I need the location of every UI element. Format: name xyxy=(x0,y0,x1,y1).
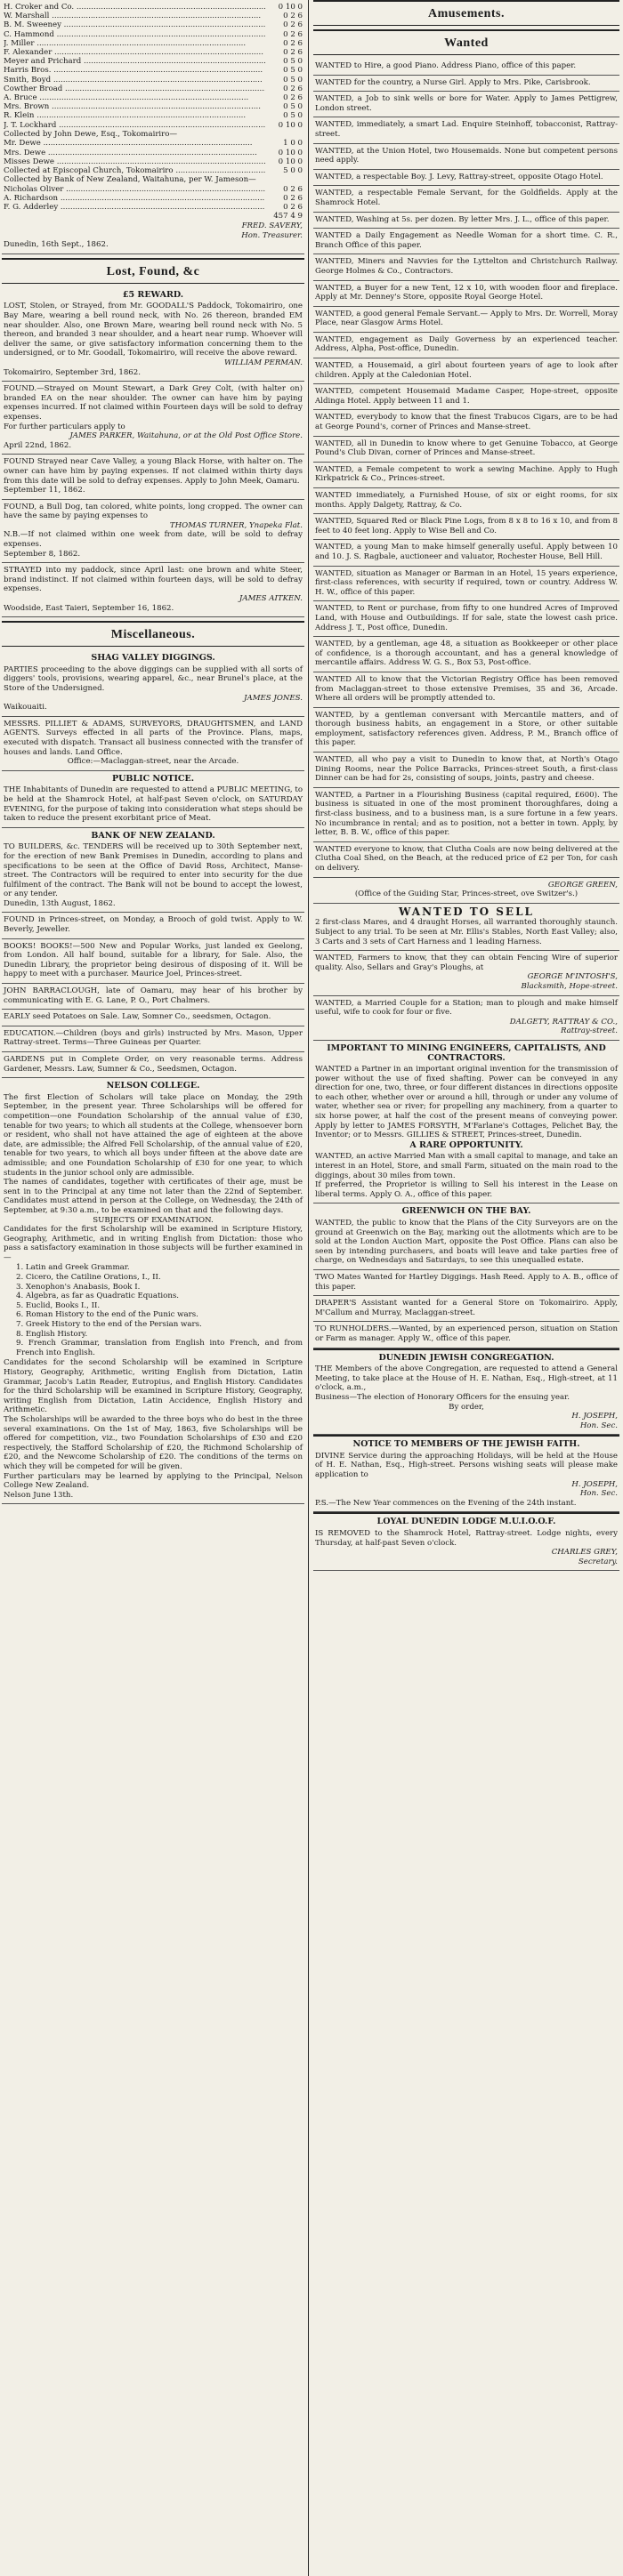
wanted-ad xyxy=(313,358,619,384)
wanted-ad xyxy=(313,437,619,463)
rare-opportunity-text: WANTED, an active Married Man with a small capital to manage, and take an interest in an Hotel, Store, and small Farm, situated on the main road to the diggings, about 30 miles from town. xyxy=(315,1152,618,1180)
column-divider xyxy=(308,0,309,2576)
subscriber-name: Cowther Broad ..... xyxy=(4,85,265,93)
subscription-amount: 0 10 0 xyxy=(278,120,303,130)
wanted-ad-text: WANTED, immediately, a smart Lad. Enquire Steinhoff, tobacconist, Rattray-street. xyxy=(315,120,618,139)
jewish-faith-ps: P.S.—The New Year commences on the Evening of the 24th instant. xyxy=(315,1498,577,1508)
bank-date: Dunedin, 13th August, 1862. xyxy=(4,898,116,908)
episcopal-church-label: Collected at Episcopal Church, Tokomairiro ..... xyxy=(4,166,265,175)
fencing-wire-signature: GEORGE M'INTOSH'S, xyxy=(527,972,618,982)
nelson-college-text-5: Further particulars may be learned by applying to the Principal, Nelson College New Zealand. xyxy=(4,1471,303,1491)
wanted-ad-text: WANTED, situation as Manager or Barman in an Hotel, 15 years experience, first-class references, with security if required, town or country. Address W. H. W., office of this paper. xyxy=(315,568,618,597)
jewish-congregation-business: Business—The election of Honorary Officers for the ensuing year. xyxy=(315,1392,570,1402)
subjects-intro: Candidates for the first Scholarship will be examined in Scripture History, Geography, Arithmetic, and in writing English from Dictation: those who pass a satisfactory examination in those subjects will be further examined in— xyxy=(4,1225,303,1262)
subscription-row xyxy=(4,166,303,175)
wanted-ad xyxy=(313,59,619,76)
mining-engineers-title: IMPORTANT TO MINING ENGINEERS, CAPITALISTS, AND CONTRACTORS. xyxy=(327,1042,606,1063)
wanted-ad-text: WANTED, a Job to sink wells or bore for Water. Apply to James Pettigrew, London street. xyxy=(315,94,618,113)
subscription-list xyxy=(2,0,304,254)
shag-valley-location: Waikouaiti. xyxy=(4,703,47,712)
subscription-row xyxy=(4,3,303,12)
jewish-faith-role: Hon. Sec. xyxy=(579,1489,618,1499)
wanted-ad-text: WANTED, a Housemaid, a girl about fourteen years of age to look after children. Apply at the Caledonian Hotel. xyxy=(315,361,618,380)
wanted-ad xyxy=(313,170,619,187)
subjects-list xyxy=(4,1263,303,1357)
wanted-ad xyxy=(313,540,619,566)
coal-signature-block xyxy=(313,878,619,904)
found-colt-date: April 22nd, 1862. xyxy=(4,440,72,450)
subject-item: 9. French Grammar, translation from English into French, and from French into English. xyxy=(16,1339,303,1357)
subscription-rows-bank xyxy=(4,185,303,213)
wanted-ad-text: WANTED, a respectable Boy. J. Levy, Rattray-street, opposite Otago Hotel. xyxy=(315,172,603,181)
subscriber-name: A. Richardson ..... xyxy=(4,194,265,203)
wanted-ad-text: WANTED, everybody to know that the finest Trabucos Cigars, are to be had at George Pound's, corner of Princes and Manse-street. xyxy=(315,413,618,432)
subject-item: 5. Euclid, Books I., II. xyxy=(16,1300,101,1310)
wanted-ad xyxy=(313,601,619,637)
married-couple-text: WANTED, a Married Couple for a Station; man to plough and make himself useful, wife to cook for four or five. xyxy=(315,998,618,1018)
left-column xyxy=(2,0,304,2576)
wanted-ad xyxy=(313,186,619,212)
lodge-role: Secretary. xyxy=(578,1557,618,1566)
wanted-ad-text: WANTED, a Partner in a Flourishing Business (capital required, £600). The business is situated in one of the most prominent thoroughfares, doing a first-class business, and to a business man, is a sure fortune in a few years. No incumbrance in rental; and as to position, not a better in town. Apply, by letter, B. B. W., office of this paper. xyxy=(315,790,618,838)
jewish-congregation-text: THE Members of the above Congregation, are requested to attend a General Meeting, to take place at the House of H. E. Nathan, Esq., High-street, at 11 o'clock, a.m., xyxy=(315,1364,618,1393)
subscription-row xyxy=(4,85,303,93)
subscription-row xyxy=(4,157,303,166)
runholders-notice xyxy=(313,1322,619,1348)
hartley-notice xyxy=(313,1270,619,1296)
subscription-row xyxy=(4,20,303,29)
wanted-ad xyxy=(313,384,619,410)
subscription-rows xyxy=(4,3,303,130)
books-notice xyxy=(2,939,304,984)
subscription-amount: 0 2 6 xyxy=(283,184,303,194)
public-notice-title: PUBLIC NOTICE. xyxy=(111,773,195,784)
wanted-ad-text: WANTED, engagement as Daily Governess by an experienced teacher. Address, Alpha, Post-office, Dunedin. xyxy=(315,334,618,354)
subscriber-name: F. Alexander ..... xyxy=(4,48,265,57)
nelson-college-title: NELSON COLLEGE. xyxy=(106,1081,200,1091)
wanted-ad xyxy=(313,76,619,93)
nelson-college-date: Nelson June 13th. xyxy=(4,1490,74,1500)
wanted-ad-text: WANTED All to know that the Victorian Registry Office has been removed from Maclaggan-street to those extensive Premises, 35 and 36, Arcade. Where all orders will be promptly attended to. xyxy=(315,674,618,704)
wanted-ad-text: WANTED, by a gentleman conversant with Mercantile matters, and of thorough business habits, an engagement in a Store, or other suitable employment, satisfactory references given. Address, P. M., Branch office of this paper. xyxy=(315,710,618,748)
subscription-row xyxy=(4,185,303,194)
bank-text: TO BUILDERS, &c. TENDERS will be received up to 30th September next, for the erection of new Bank Premises in Dunedin, according to plans and specifications to be seen at the Office of David Ross, Architect, Manse-street. The Contractors will be required to enter into security for the due fulfilment of the contract. The Bank will not be bound to accept the lowest, or any tender. xyxy=(4,842,303,899)
lodge-text: IS REMOVED to the Shamrock Hotel, Rattray-street. Lodge nights, every Thursday, at half-past Seven o'clock. xyxy=(315,1529,618,1548)
wanted-ad xyxy=(313,514,619,540)
brooch-text: FOUND in Princes-street, on Monday, a Brooch of gold twist. Apply to W. Beverly, Jeweller. xyxy=(4,915,303,935)
wanted-ad xyxy=(313,117,619,143)
subscriber-name: W. Marshall ..... xyxy=(4,12,265,20)
greenwich-text: WANTED, the public to know that the Plans of the City Surveyors are on the ground at Greenwich on the Bay, marking out the allotments which are to be sold at the London Auction Mart, opposite the Post Office. Plans can also be seen by intending purchasers, and boats will leave and take parties free of charge, on Wednesdays and Saturdays, to see this unequalled estate. xyxy=(315,1219,618,1266)
section-header-amusements: Amusements. xyxy=(313,0,619,26)
subscription-amount: 0 10 0 xyxy=(278,157,303,166)
wanted-ad-text: WANTED for the country, a Nurse Girl. Apply to Mrs. Pike, Carisbrook. xyxy=(315,77,591,87)
wanted-ad-text: WANTED, a Female competent to work a sewing Machine. Apply to Hugh Kirkpatrick & Co., Princes-street. xyxy=(315,464,618,484)
subject-item: 4. Algebra, as far as Quadratic Equations. xyxy=(16,1292,180,1301)
subscription-row xyxy=(4,48,303,57)
reward-date: Tokomairiro, September 3rd, 1862. xyxy=(4,367,141,377)
jewish-congregation-title: DUNEDIN JEWISH CONGREGATION. xyxy=(378,1352,554,1363)
jewish-congregation-signature: H. JOSEPH, xyxy=(571,1412,618,1421)
subscription-amount: 0 2 6 xyxy=(283,12,303,21)
subscription-amount: 0 2 6 xyxy=(283,38,303,48)
subscriber-name: Meyer and Prichard ..... xyxy=(4,57,265,66)
shag-valley-notice xyxy=(2,650,304,717)
subscriber-name: Mrs. Dewe ..... xyxy=(4,149,265,157)
bank-title: BANK OF NEW ZEALAND. xyxy=(91,830,215,841)
coal-office: (Office of the Guiding Star, Princes-street, ove Switzer's.) xyxy=(354,890,578,899)
subjects-title: SUBJECTS OF EXAMINATION. xyxy=(93,1215,214,1225)
subscription-row xyxy=(4,194,303,203)
found-colt-notice xyxy=(2,382,304,455)
wanted-to-sell-notice xyxy=(313,904,619,951)
wanted-ad-text: WANTED, Washing at 5s. per dozen. By letter Mrs. J. L., office of this paper. xyxy=(315,214,610,224)
subscriber-name: Smith, Boyd ..... xyxy=(4,76,265,85)
books-text: BOOKS! BOOKS!—500 New and Popular Works, just landed ex Geelong, from London. All half bound, suitable for a library, for Sale. Also, the Dunedin Library, the proprietor being desirous of disposing of it. Will be happy to meet with a purchaser. Maurice Joel, Princes-street. xyxy=(4,941,303,979)
subscription-row xyxy=(4,149,303,157)
subscriber-name: Mr. Dewe ..... xyxy=(4,139,265,148)
subscriber-name: F. G. Adderley ..... xyxy=(4,203,265,212)
treasurer-role: Hon. Treasurer. xyxy=(241,230,303,240)
subscription-row xyxy=(4,139,303,148)
nelson-college-notice xyxy=(2,1078,304,1504)
reward-title: £5 REWARD. xyxy=(122,289,184,300)
wanted-ad xyxy=(313,488,619,514)
subject-item: 3. Xenophon's Anabasis, Book I. xyxy=(16,1282,141,1292)
collected-by-bank: Collected by Bank of New Zealand, Waitahuna, per W. Jameson— xyxy=(4,175,256,185)
wanted-ad-text: WANTED, to Rent or purchase, from fifty to one hundred Acres of Improved Land, with House and Outbuildings. If for sale, state the lowest cash price. Address J. T., Post office, Dunedin. xyxy=(315,604,618,632)
wanted-ad-text: WANTED immediately, a Furnished House, of six or eight rooms, for six months. Apply Dalgety, Rattray, & Co. xyxy=(315,491,618,510)
wanted-ad xyxy=(313,463,619,488)
wanted-ad-text: WANTED, competent Housemaid Madame Casper, Hope-street, opposite Aldinga Hotel. Apply between 11 and 1. xyxy=(315,387,618,406)
subscription-amount: 0 10 0 xyxy=(278,148,303,157)
wanted-ad-text: WANTED, all who pay a visit to Dunedin to know that, at North's Otago Dining Rooms, near the Police Barracks, Princes-street South, a first-class Dinner can be had for 2s, consisting of soups, joints, pastry and cheese. xyxy=(315,755,618,784)
subscription-amount: 0 2 6 xyxy=(283,203,303,213)
subscription-row xyxy=(4,12,303,20)
mining-engineers-text: WANTED a Partner in an important original invention for the transmission of power without the use of fixed shafting. Power can be conveyed in any direction for one, two, three, or four different distances in directions opposite to each other, whether over or around a hill, through or under any volume of water, whether sea or river; for propelling any machinery, from a quarter to six horse power, at half the cost of the present means of conveying power. Apply by letter to JAMES FORSYTH, M'Farlane's Cottages, Pelichet Bay, the Inventor; or to Messrs. GILLIES & STREET, Princes-street, Dunedin. xyxy=(315,1065,618,1140)
nelson-college-text: The first Election of Scholars will take place on Monday, the 29th September, in the present year. Three Scholarships will be offered for competition—one Foundation Scholarship of the annual value of £30, tenable for two years; to which all students at the College, whensoever born or resident, who shall not have attained the age of eighteen at the above date, are admissible; the Alfred Fell Scholarship, of the annual value of £20, tenable for two years, to which all boys under fifteen at the above date are admissible; and one Foundation Scholarship of £30 for one year, to which students in the junior school only are admissible. xyxy=(4,1092,303,1178)
education-text: EDUCATION.—Children (boys and girls) instructed by Mrs. Mason, Upper Rattray-street. Terms—Three Guineas per Quarter. xyxy=(4,1028,303,1048)
subscription-amount: 0 5 0 xyxy=(283,57,303,67)
subscription-row xyxy=(4,39,303,48)
found-dog-nb: N.B.—If not claimed within one week from date, will be sold to defray expenses. xyxy=(4,530,303,550)
wanted-ad xyxy=(313,229,619,254)
strayed-signature: JAMES AITKEN. xyxy=(239,594,303,604)
surveyors-notice xyxy=(2,717,304,771)
subscriber-name: B. M. Sweeney ..... xyxy=(4,20,265,29)
wanted-to-sell-text: 2 first-class Mares, and 4 draught Horses, all warranted thoroughly staunch. Subject to any trial. To be seen at Mr. Ellis's Stables, North East Valley; also, 3 Carts and 3 sets of Cart Harness and 1 leading Harness. xyxy=(315,918,618,946)
jewish-faith-notice xyxy=(313,1435,619,1512)
subscription-amount: 0 2 6 xyxy=(283,48,303,58)
potatoes-text: EARLY seed Potatoes on Sale. Law, Somner Co., seedsmen, Octagon. xyxy=(4,1012,271,1022)
gardens-text: GARDENS put in Complete Order, on very reasonable terms. Address Gardener, Messrs. Law, Sumner & Co., Seedsmen, Octagon. xyxy=(4,1055,303,1074)
bank-notice xyxy=(2,828,304,914)
jewish-faith-signature: H. JOSEPH, xyxy=(571,1479,618,1489)
wanted-ad xyxy=(313,410,619,436)
wanted-list xyxy=(313,59,619,878)
wanted-ad xyxy=(313,213,619,229)
subscription-amount: 0 10 0 xyxy=(278,3,303,12)
wanted-ad xyxy=(313,788,619,842)
wanted-ad xyxy=(313,254,619,280)
subscriber-name: Harris Bros. ..... xyxy=(4,66,265,75)
nelson-college-text-4: The Scholarships will be awarded to the three boys who do best in the three several examinations. On the 1st of May, 1863, five Scholarships will be offered for competition, viz., two Foundation Scholarships of £30 and £20 respectively, the Stafford Scholarship of £20, the Richmond Scholarship of £20, and the Newcome Scholarship of £20. The conditions of the terms on which they will be competed for will be given. xyxy=(4,1414,303,1471)
found-dog-signature: THOMAS TURNER, Ynapeka Flat. xyxy=(169,520,303,530)
found-colt-more: For further particulars apply to xyxy=(4,422,125,431)
subscription-row xyxy=(4,111,303,120)
wanted-ad-text: WANTED, a Buyer for a new Tent, 12 x 10, with wooden floor and fireplace. Apply at Mr. Denney's Store, opposite Royal George Hotel. xyxy=(315,283,618,302)
shag-valley-text: PARTIES proceeding to the above diggings can be supplied with all sorts of diggers' tools, provisions, wearing apparel, &c., near Brunel's place, at the Store of the Undersigned. xyxy=(4,664,303,694)
nelson-college-text-2: The names of candidates, together with certificates of their age, must be sent in to the Principal at any time not later than the 22nd of September. Candidates must attend in person at the College, on Wednesday, the 24th of September, at 9:30 a.m., to be examined on that and the following days. xyxy=(4,1178,303,1215)
jewish-congregation-role: Hon. Sec. xyxy=(579,1421,618,1430)
greenwich-title: GREENWICH ON THE BAY. xyxy=(401,1206,531,1217)
brooch-notice xyxy=(2,913,304,938)
married-couple-notice xyxy=(313,996,619,1041)
strayed-notice xyxy=(2,563,304,617)
wanted-ad xyxy=(313,637,619,672)
subscription-total: 457 4 9 xyxy=(273,212,303,221)
shag-valley-signature: JAMES JONES. xyxy=(244,693,303,703)
education-notice xyxy=(2,1026,304,1052)
reward-text: LOST, Stolen, or Strayed, from Mr. GOODALL'S Paddock, Tokomairiro, one Bay Mare, wearing a bell round neck, with No. 26 thereon, branded EM near shoulder. Also, one Brown Mare, wearing bell round neck with No. 5 thereon, and branded 3 near shoulder, and a heart near rump. Whoever will deliver the same, or give satisfactory information concerning them to the undersigned, or to Mr. Goodall, Tokomairiro, will receive the above reward. xyxy=(4,302,303,358)
subscriber-name: C. Hammond ..... xyxy=(4,30,265,39)
wanted-ad-text: WANTED, Miners and Navvies for the Lyttelton and Christchurch Railway. George Holmes & Co., Contractors. xyxy=(315,257,618,276)
lodge-signature: CHARLES GREY, xyxy=(551,1548,618,1558)
greenwich-notice xyxy=(313,1203,619,1270)
found-colt-signature: JAMES PARKER, Waitahuna, or at the Old Post Office Store. xyxy=(69,431,303,441)
found-horse-notice xyxy=(2,455,304,499)
wanted-ad-text: WANTED, a good general Female Servant.— Apply to Mrs. Dr. Worrell, Moray Place, near Glasgow Arms Hotel. xyxy=(315,309,618,328)
subject-item: 6. Roman History to the end of the Punic wars. xyxy=(16,1310,198,1320)
subscriber-name: Misses Dewe ..... xyxy=(4,157,265,166)
section-header-miscellaneous: Miscellaneous. xyxy=(2,621,304,647)
wanted-ad-text: WANTED, by a gentleman, age 48, a situation as Bookkeeper or other place of confidence, is a thorough accountant, and has a general knowledge of mercantile affairs. Address W. G. S., Box 53, Post-office. xyxy=(315,640,618,668)
wanted-ad xyxy=(313,842,619,878)
subscription-amount: 0 2 6 xyxy=(283,20,303,30)
wanted-ad xyxy=(313,672,619,708)
subscription-row xyxy=(4,93,303,102)
found-dog-notice xyxy=(2,500,304,564)
barraclough-text: JOHN BARRACLOUGH, late of Oamaru, may hear of his brother by communicating with E. G. Lane, P. O., Port Chalmers. xyxy=(4,986,303,1005)
subscription-amount: 0 2 6 xyxy=(283,93,303,103)
reward-notice xyxy=(2,287,304,382)
subscriber-name: H. Croker and Co. ..... xyxy=(4,3,265,12)
hartley-text: TWO Mates Wanted for Hartley Diggings. Hash Reed. Apply to A. B., office of this paper. xyxy=(315,1272,618,1292)
jewish-faith-title: NOTICE TO MEMBERS OF THE JEWISH FAITH. xyxy=(352,1439,580,1450)
subscriber-name: J. T. Lockhard ..... xyxy=(4,121,265,130)
subscription-amount: 0 5 0 xyxy=(283,75,303,85)
wanted-ad xyxy=(313,567,619,602)
subscription-row xyxy=(4,203,303,212)
collected-by-dewe: Collected by John Dewe, Esq., Tokomairiro— xyxy=(4,129,178,139)
episcopal-church-amount: 5 0 0 xyxy=(283,166,303,176)
jewish-faith-text: DIVINE Service during the approaching Holidays, will be held at the House of H. E. Nathan, Esq., High-street. Persons wishing seats will please make application to xyxy=(315,1451,618,1480)
wanted-ad xyxy=(313,92,619,117)
gardens-notice xyxy=(2,1052,304,1078)
wanted-ad-text: WANTED a Daily Engagement as Needle Woman for a short time. C. R., Branch Office of this paper. xyxy=(315,231,618,250)
subscription-amount: 0 2 6 xyxy=(283,29,303,39)
found-horse-text: FOUND Strayed near Cave Valley, a young Black Horse, with halter on. The owner can have him by paying expenses. If not claimed within thirty days from this date will be sold to defray expenses. Apply to John Meek, Oamaru. xyxy=(4,457,303,486)
jewish-congregation-notice xyxy=(313,1348,619,1436)
married-couple-signature: DALGETY, RATTRAY & CO., xyxy=(509,1017,618,1026)
lodge-title: LOYAL DUNEDIN LODGE M.U.I.O.O.F. xyxy=(376,1517,556,1527)
found-dog-date: September 8, 1862. xyxy=(4,549,81,559)
subscription-amount: 0 5 0 xyxy=(283,66,303,76)
subscription-rows-dewe xyxy=(4,139,303,166)
strayed-date: Woodside, East Taieri, September 16, 1862. xyxy=(4,603,174,613)
nelson-college-text-3: Candidates for the second Scholarship will be examined in Scripture History, Geography, Arithmetic, writing English from Dictation, Latin Grammar, Jacob's Latin Reader, Eutropius, and English History. Candidates for the third Scholarship will be examined in Scripture History, Geography, writing English from Dictation, Latin Accidence, English History and Arithmetic. xyxy=(4,1358,303,1415)
jewish-congregation-order: By order, xyxy=(449,1402,484,1412)
reward-signature: WILLIAM PERMAN. xyxy=(223,358,303,367)
subscription-amount: 0 5 0 xyxy=(283,102,303,112)
draper-notice xyxy=(313,1296,619,1322)
subscription-row xyxy=(4,102,303,111)
subscription-row xyxy=(4,66,303,75)
subscriber-name: J. Miller ..... xyxy=(4,39,265,48)
subscription-dateline: Dunedin, 16th Sept., 1862. xyxy=(4,240,109,250)
wanted-ad-text: WANTED, at the Union Hotel, two Housemaids. None but competent persons need apply. xyxy=(315,146,618,165)
wanted-ad xyxy=(313,753,619,788)
subscription-row xyxy=(4,30,303,39)
mining-engineers-notice xyxy=(313,1041,619,1204)
subscription-row xyxy=(4,76,303,85)
subscriber-name: Mrs. Brown ..... xyxy=(4,102,265,111)
found-horse-date: September 11, 1862. xyxy=(4,486,85,495)
surveyors-text: MESSRS. PILLIET & ADAMS, SURVEYORS, DRAUGHTSMEN, and LAND AGENTS. Surveys effected in all parts of the Province. Plans, maps, executed with dispatch. Transact all business connected with the transfer of houses and lands. Land Office. xyxy=(4,719,303,757)
wanted-ad xyxy=(313,144,619,170)
strayed-text: STRAYED into my paddock, since April last: one brown and white Steer, brand indistinct. If not claimed within fourteen days, will be sold to defray expenses. xyxy=(4,566,303,594)
married-couple-signature-2: Rattray-street. xyxy=(560,1026,618,1036)
fencing-wire-text: WANTED, Farmers to know, that they can obtain Fencing Wire of superior quality. Also, Sellars and Gray's Ploughs, at xyxy=(315,954,618,972)
subscriber-name: R. Klein ..... xyxy=(4,111,265,120)
wanted-ad-text: WANTED, all in Dunedin to know where to get Genuine Tobacco, at George Pound's Club Divan, corner of Princes and Manse-street. xyxy=(315,439,618,458)
wanted-ad-text: WANTED everyone to know, that Clutha Coals are now being delivered at the Clutha Coal Shed, on the Beach, at the reduced price of £2 per Ton, for cash on delivery. xyxy=(315,844,618,873)
rare-opportunity-text-2: If preferred, the Proprietor is willing to Sell his interest in the Lease on liberal terms. Apply O. A., office of this paper. xyxy=(315,1180,618,1199)
wanted-ad-text: WANTED, a respectable Female Servant, for the Goldfields. Apply at the Shamrock Hotel. xyxy=(315,189,618,207)
right-column xyxy=(313,0,619,2576)
found-dog-text: FOUND, a Bull Dog, tan colored, white points, long cropped. The owner can have the same by paying expenses to xyxy=(4,502,303,521)
subject-item: 7. Greek History to the end of the Persian wars. xyxy=(16,1320,202,1330)
wanted-ad-text: WANTED, Squared Red or Black Pine Logs, from 8 x 8 to 16 x 10, and from 8 feet to 40 feet long. Apply to Wise Bell and Co. xyxy=(315,517,618,535)
subscription-row xyxy=(4,121,303,130)
subscription-row xyxy=(4,57,303,66)
public-notice-text: THE Inhabitants of Dunedin are requested to attend a PUBLIC MEETING, to be held at the Shamrock Hotel, at half-past Seven o'clock, on SATURDAY EVENING, for the purpose of taking into consideration what steps should be taken to reduce the present exorbitant price of Meat. xyxy=(4,785,303,824)
wanted-to-sell-title: WANTED TO SELL xyxy=(399,905,534,918)
wanted-ad xyxy=(313,307,619,333)
subject-item: 1. Latin and Greek Grammar. xyxy=(16,1263,130,1273)
rare-opportunity-title: A RARE OPPORTUNITY. xyxy=(409,1139,523,1150)
coal-signature: GEORGE GREEN, xyxy=(547,880,618,890)
wanted-ad-text: WANTED, a young Man to make himself generally useful. Apply between 10 and 10. J. S. Ragbale, auctioneer and valuator, Rochester House, Bell Hill. xyxy=(315,543,618,561)
subscription-amount: 1 0 0 xyxy=(283,139,303,149)
subject-item: 2. Cicero, the Catiline Orations, I., II. xyxy=(16,1273,161,1283)
section-header-lost-found: Lost, Found, &c xyxy=(2,258,304,284)
shag-valley-title: SHAG VALLEY DIGGINGS. xyxy=(91,653,215,664)
wanted-ad xyxy=(313,281,619,307)
wanted-ad-text: WANTED to Hire, a good Piano. Address Piano, office of this paper. xyxy=(315,61,577,70)
subscription-amount: 0 2 6 xyxy=(283,84,303,93)
subject-item: 8. English History. xyxy=(16,1329,88,1339)
runholders-text: TO RUNHOLDERS.—Wanted, by an experienced person, situation on Station or Farm as manager. Apply W., office of this paper. xyxy=(315,1324,618,1343)
wanted-ad xyxy=(313,333,619,358)
barraclough-notice xyxy=(2,984,304,1010)
fencing-wire-notice xyxy=(313,951,619,995)
lodge-notice xyxy=(313,1512,619,1571)
subscriber-name: A. Bruce ..... xyxy=(4,93,265,102)
subscription-amount: 0 2 6 xyxy=(283,194,303,204)
subscription-amount: 0 5 0 xyxy=(283,111,303,121)
public-notice xyxy=(2,771,304,828)
subscriber-name: Nicholas Oliver ..... xyxy=(4,185,265,194)
section-header-wanted: Wanted xyxy=(313,29,619,55)
surveyors-office: Office:—Maclaggan-street, near the Arcade. xyxy=(67,757,239,767)
treasurer-signature: FRED. SAVERY, xyxy=(241,221,303,231)
potatoes-notice xyxy=(2,1010,304,1026)
wanted-ad xyxy=(313,708,619,753)
found-colt-text: FOUND.—Strayed on Mount Stewart, a Dark Grey Colt, (with halter on) branded EA on the near shoulder. The owner can have him by paying expenses incurred. If not claimed within Fourteen days will be sold to defray expenses. xyxy=(4,384,303,422)
fencing-wire-signature-2: Blacksmith, Hope-street. xyxy=(521,981,618,991)
draper-text: DRAPER'S Assistant wanted for a General Store on Tokomairiro. Apply, M'Callum and Murray, Maclaggan-street. xyxy=(315,1299,618,1317)
